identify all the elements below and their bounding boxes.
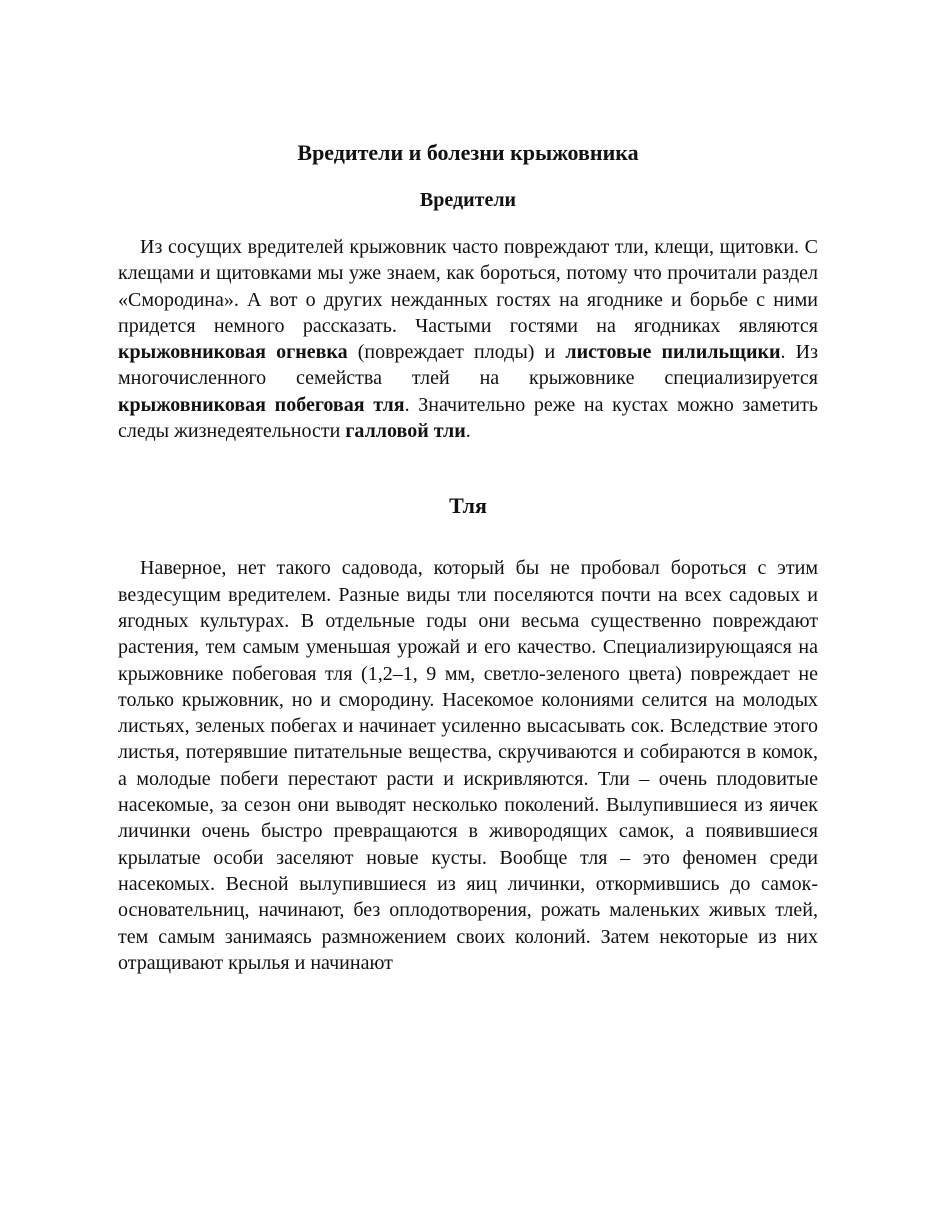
document-title: Вредители и болезни крыжовника [297,140,639,165]
paragraph-text: (повреждает плоды) и [347,341,566,364]
section-heading-pests: Вредители [419,189,517,211]
bold-term-sawflies: листовые пилильщики [565,341,781,364]
paragraph-text: . Значительно реже на кустах можно заметить следы жизнедеятельности [118,393,818,443]
bold-term-shoot-aphid: крыжовниковая побеговая тля [118,393,405,416]
bold-term-gall-aphid: галловой тли [345,420,466,443]
document-page [118,138,818,976]
paragraph-text: . Из многочисленного семейства тлей на крыжовнике специализируется [118,341,818,390]
section-heading-aphid: Тля [449,493,487,519]
paragraph-text: Из сосущих вредителей крыжовник часто повреждают тли, клещи, щитовки. С клещами и щитовками мы уже знаем, как бороться, потому что прочитали раздел «Смородина». А вот о других нежданных гостях на ягоднике и борьбе с ними придется немного рассказать. Частыми гостями на ягодниках являются [118,236,818,337]
paragraph-pests-intro [118,234,818,444]
bold-term-gooseberry-moth: крыжовниковая огневка [118,341,348,364]
paragraph-aphid: Наверное, нет такого садовода, который бы не пробовал бороться с этим вездесущим вредителем. Разные виды тли поселяются почти на всех садовых и ягодных культурах. В отдельные годы они весьма существенно повреждают растения, тем самым уменьшая урожай и его качество. Специализирующаяся на крыжовнике побеговая тля (1,2–1, 9 мм, светло-зеленого цвета) повреждает не только крыжовник, но и смородину. Насекомое колониями селится на молодых листьях, зеленых побегах и начинает усиленно высасывать сок. Вследствие этого листья, потерявшие питательные вещества, скручиваются и собираются в комок, а молодые побеги перестают расти и искривляются. Тли – очень плодовитые насекомые, за сезон они выводят несколько поколений. Вылупившиеся из яичек личинки очень быстро превращаются в живородящих самок, а появившиеся крылатые особи заселяют новые кусты. Вообще тля – это феномен среди насекомых. Весной вылупившиеся из яиц личинки, откормившись до самок-основательниц, начинают, без оплодотворения, рожать маленьких живых тлей, тем самым занимаясь размножением своих колоний. Затем некоторые из них отращивают крылья и начинают [118,557,818,974]
paragraph-text: . [465,420,471,443]
